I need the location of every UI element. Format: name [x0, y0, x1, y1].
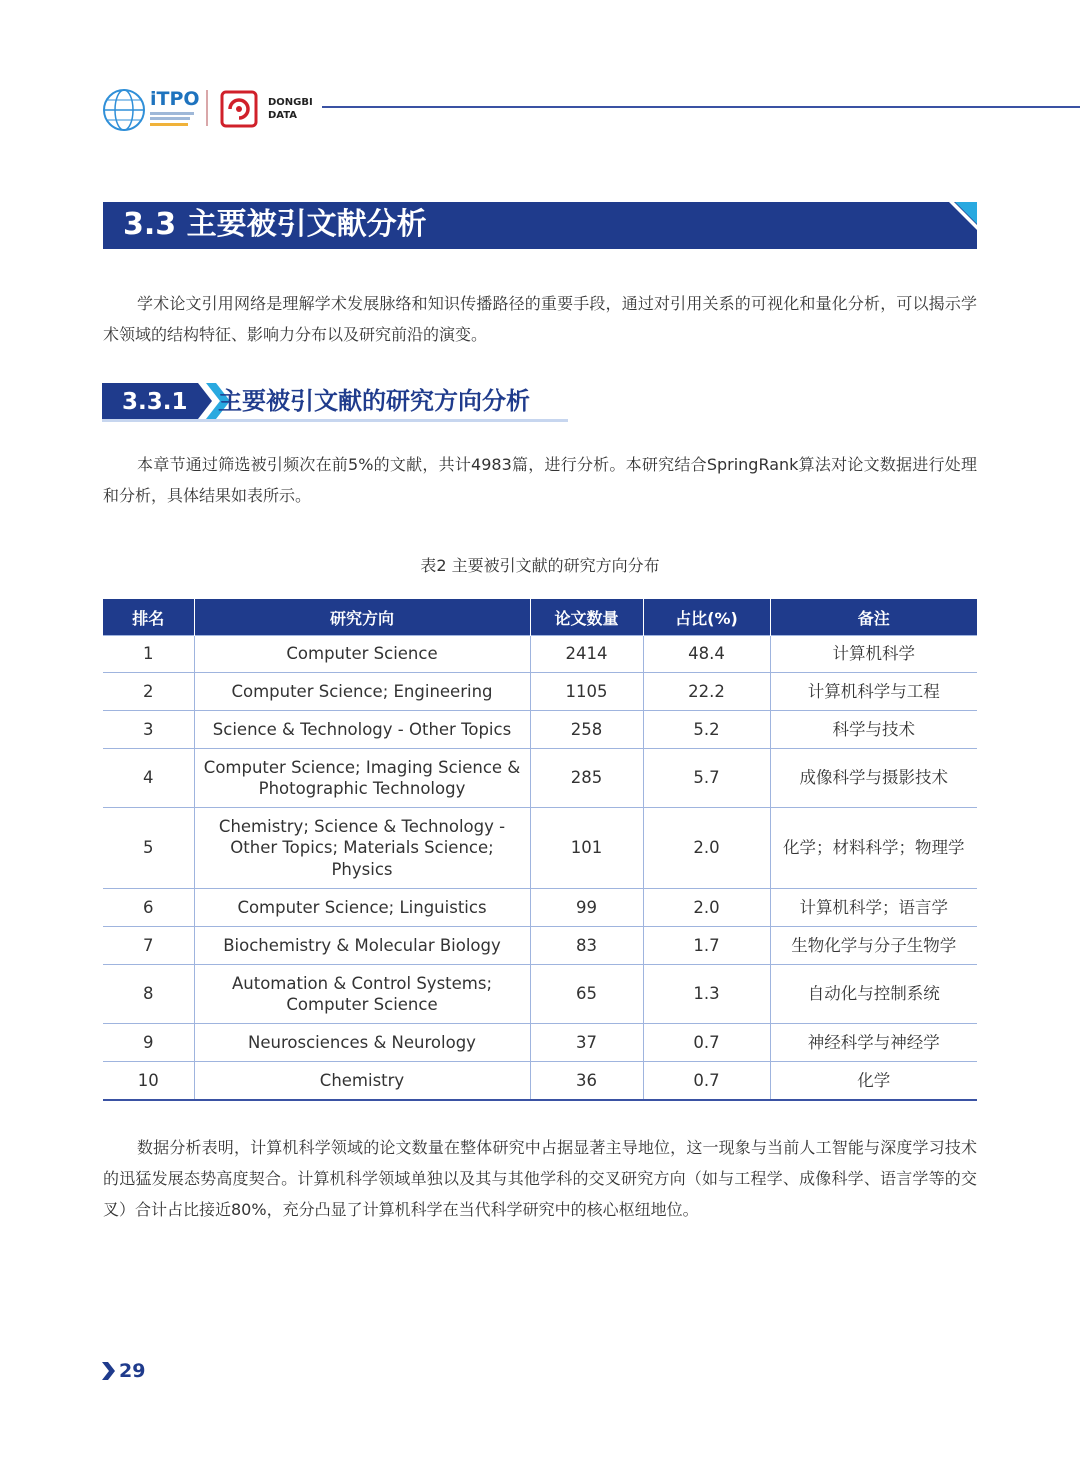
table-row	[103, 1062, 977, 1100]
chevron-right-icon	[102, 1362, 118, 1380]
itpo-logo-bar	[150, 117, 190, 120]
itpo-logo-text: iTPO	[150, 88, 200, 110]
cell-remark: 神经科学与神经学	[770, 1024, 977, 1062]
header-share: 占比(%)	[643, 599, 770, 636]
subsection-number: 3.3.1	[122, 389, 188, 415]
cell-rank: 9	[103, 1024, 194, 1062]
research-direction-table	[103, 599, 977, 1101]
cell-count: 37	[530, 1024, 643, 1062]
cell-count: 2414	[530, 636, 643, 673]
table-row	[103, 673, 977, 711]
cell-count: 83	[530, 927, 643, 965]
cell-count: 285	[530, 749, 643, 808]
table-row	[103, 808, 977, 889]
subsection-title: 主要被引文献的研究方向分析	[218, 387, 530, 415]
cell-rank: 2	[103, 673, 194, 711]
cell-direction: Biochemistry & Molecular Biology	[194, 927, 530, 965]
subsection-heading	[102, 383, 572, 423]
cell-direction: Computer Science; Imaging Science & Photographic Technology	[194, 749, 530, 808]
table-header-row	[103, 599, 977, 636]
cell-share: 5.7	[643, 749, 770, 808]
cell-count: 99	[530, 889, 643, 927]
cell-count: 1105	[530, 673, 643, 711]
cell-share: 2.0	[643, 808, 770, 889]
cell-remark: 生物化学与分子生物学	[770, 927, 977, 965]
cell-count: 65	[530, 965, 643, 1024]
section-intro-paragraph: 学术论文引用网络是理解学术发展脉络和知识传播路径的重要手段，通过对引用关系的可视化和量化分析，可以揭示学术领域的结构特征、影响力分布以及研究前沿的演变。	[103, 294, 977, 344]
cell-direction: Automation & Control Systems; Computer Science	[194, 965, 530, 1024]
itpo-logo-bar	[150, 123, 188, 126]
cell-remark: 化学；材料科学；物理学	[770, 808, 977, 889]
cell-rank: 4	[103, 749, 194, 808]
table-row	[103, 1024, 977, 1062]
subsection-intro-paragraph: 本章节通过筛选被引频次在前5%的文献，共计4983篇，进行分析。本研究结合SpringRank算法对论文数据进行处理和分析，具体结果如表所示。	[103, 455, 977, 505]
cell-direction: Computer Science	[194, 636, 530, 673]
conclusion-paragraph: 数据分析表明，计算机科学领域的论文数量在整体研究中占据显著主导地位，这一现象与当前人工智能与深度学习技术的迅猛发展态势高度契合。计算机科学领域单独以及其与其他学科的交叉研究方向（如与工程学、成像科学、语言学等的交叉）合计占比接近80%，充分凸显了计算机科学在当代科学研究中的核心枢纽地位。	[103, 1138, 977, 1219]
cell-remark: 自动化与控制系统	[770, 965, 977, 1024]
cell-share: 2.0	[643, 889, 770, 927]
header-rule	[322, 106, 1080, 108]
cell-remark: 化学	[770, 1062, 977, 1100]
dongbi-logo-line: DATA	[268, 110, 298, 121]
cell-rank: 7	[103, 927, 194, 965]
section-title: 3.3 主要被引文献分析	[123, 207, 427, 242]
cell-rank: 8	[103, 965, 194, 1024]
header-rank: 排名	[103, 599, 194, 636]
cell-share: 1.7	[643, 927, 770, 965]
cell-remark: 计算机科学；语言学	[770, 889, 977, 927]
cell-count: 36	[530, 1062, 643, 1100]
cell-direction: Neurosciences & Neurology	[194, 1024, 530, 1062]
cell-rank: 6	[103, 889, 194, 927]
cell-direction: Computer Science; Engineering	[194, 673, 530, 711]
header-research-direction: 研究方向	[194, 599, 530, 636]
cell-rank: 3	[103, 711, 194, 749]
cell-remark: 成像科学与摄影技术	[770, 749, 977, 808]
dongbi-logo-line: DONGBI	[268, 97, 313, 108]
table-row	[103, 927, 977, 965]
cell-rank: 5	[103, 808, 194, 889]
table-caption: 表2 主要被引文献的研究方向分布	[420, 556, 660, 575]
header-paper-count: 论文数量	[530, 599, 643, 636]
page-header	[0, 80, 1080, 140]
logo-divider	[206, 90, 208, 126]
cell-share: 1.3	[643, 965, 770, 1024]
table-row	[103, 711, 977, 749]
cell-remark: 计算机科学与工程	[770, 673, 977, 711]
dongbi-logo-text	[268, 96, 313, 122]
table-row	[103, 749, 977, 808]
unido-logo-icon	[102, 88, 146, 132]
cell-rank: 1	[103, 636, 194, 673]
cell-rank: 10	[103, 1062, 194, 1100]
cell-share: 5.2	[643, 711, 770, 749]
cell-remark: 科学与技术	[770, 711, 977, 749]
cell-remark: 计算机科学	[770, 636, 977, 673]
dongbi-logo-icon	[220, 90, 258, 128]
itpo-logo-bar	[150, 112, 194, 115]
cell-direction: Chemistry	[194, 1062, 530, 1100]
cell-direction: Computer Science; Linguistics	[194, 889, 530, 927]
cell-share: 22.2	[643, 673, 770, 711]
cell-share: 48.4	[643, 636, 770, 673]
cell-count: 258	[530, 711, 643, 749]
cell-direction: Chemistry; Science & Technology - Other Topics; Materials Science; Physics	[194, 808, 530, 889]
cell-direction: Science & Technology - Other Topics	[194, 711, 530, 749]
page-number-text: 29	[119, 1360, 146, 1382]
header-remark: 备注	[770, 599, 977, 636]
cell-count: 101	[530, 808, 643, 889]
table-row	[103, 889, 977, 927]
table-row	[103, 636, 977, 673]
cell-share: 0.7	[643, 1024, 770, 1062]
itpo-logo	[150, 86, 200, 134]
table-row	[103, 965, 977, 1024]
section-heading	[103, 202, 977, 249]
cell-share: 0.7	[643, 1062, 770, 1100]
